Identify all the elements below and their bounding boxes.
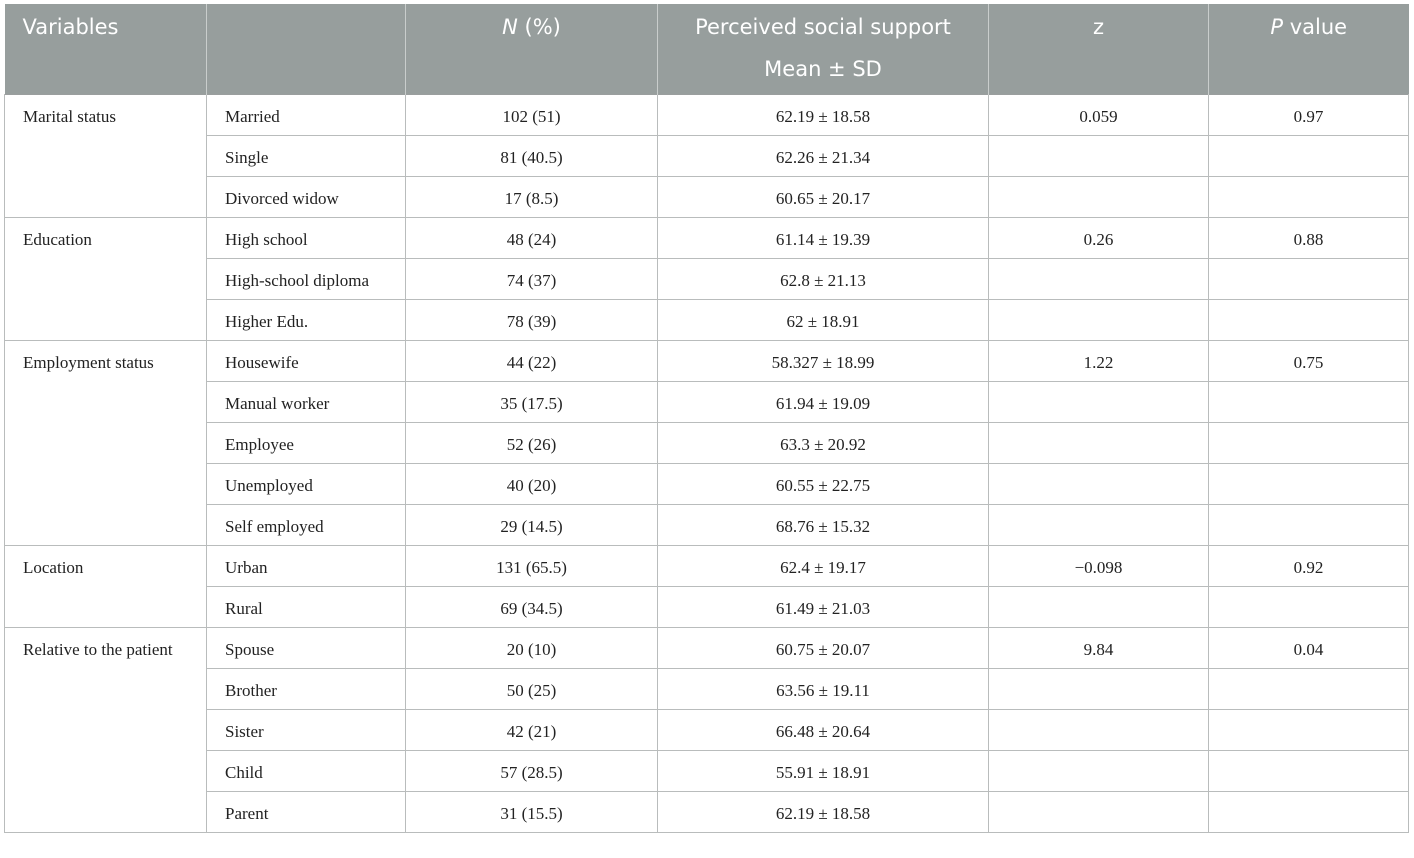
mean-sd-cell: 62.4 ± 19.17 bbox=[658, 546, 989, 587]
mean-sd-cell: 55.91 ± 18.91 bbox=[658, 751, 989, 792]
z-cell bbox=[989, 177, 1209, 218]
table-row bbox=[5, 710, 1409, 751]
variable-cell: Relative to the patient bbox=[5, 628, 207, 833]
n-percent-cell: 20 (10) bbox=[406, 628, 658, 669]
mean-sd-cell: 63.56 ± 19.11 bbox=[658, 669, 989, 710]
p-value-cell bbox=[1209, 505, 1409, 546]
category-cell: Urban bbox=[207, 546, 406, 587]
z-cell bbox=[989, 587, 1209, 628]
z-cell bbox=[989, 751, 1209, 792]
z-cell bbox=[989, 669, 1209, 710]
n-percent-cell: 52 (26) bbox=[406, 423, 658, 464]
mean-sd-cell: 60.55 ± 22.75 bbox=[658, 464, 989, 505]
n-percent-cell: 48 (24) bbox=[406, 218, 658, 259]
n-percent-cell: 50 (25) bbox=[406, 669, 658, 710]
p-value-cell bbox=[1209, 300, 1409, 341]
variable-cell: Employment status bbox=[5, 341, 207, 546]
z-cell bbox=[989, 792, 1209, 833]
header-n-suffix: (%) bbox=[517, 15, 561, 39]
n-percent-cell: 102 (51) bbox=[406, 95, 658, 136]
mean-sd-cell: 61.14 ± 19.39 bbox=[658, 218, 989, 259]
header-n-letter: N bbox=[502, 15, 518, 39]
p-value-cell bbox=[1209, 751, 1409, 792]
category-cell: Housewife bbox=[207, 341, 406, 382]
variable-cell: Location bbox=[5, 546, 207, 628]
mean-sd-cell: 62.8 ± 21.13 bbox=[658, 259, 989, 300]
table-row bbox=[5, 792, 1409, 833]
category-cell: Rural bbox=[207, 587, 406, 628]
category-cell: Employee bbox=[207, 423, 406, 464]
n-percent-cell: 131 (65.5) bbox=[406, 546, 658, 587]
p-value-cell: 0.92 bbox=[1209, 546, 1409, 587]
mean-sd-cell: 61.94 ± 19.09 bbox=[658, 382, 989, 423]
table-row bbox=[5, 341, 1409, 382]
category-cell: Higher Edu. bbox=[207, 300, 406, 341]
z-cell bbox=[989, 423, 1209, 464]
n-percent-cell: 31 (15.5) bbox=[406, 792, 658, 833]
category-cell: Spouse bbox=[207, 628, 406, 669]
header-p-suffix: value bbox=[1283, 15, 1348, 39]
table-body bbox=[5, 95, 1409, 833]
header-support-line2: Mean ± SD bbox=[764, 57, 882, 81]
mean-sd-cell: 62.19 ± 18.58 bbox=[658, 95, 989, 136]
mean-sd-cell: 60.65 ± 20.17 bbox=[658, 177, 989, 218]
data-table bbox=[4, 4, 1409, 833]
z-cell bbox=[989, 464, 1209, 505]
header-support-line1: Perceived social support bbox=[695, 15, 951, 39]
table-row bbox=[5, 382, 1409, 423]
p-value-cell: 0.04 bbox=[1209, 628, 1409, 669]
z-cell bbox=[989, 300, 1209, 341]
z-cell bbox=[989, 259, 1209, 300]
n-percent-cell: 57 (28.5) bbox=[406, 751, 658, 792]
table-row bbox=[5, 751, 1409, 792]
n-percent-cell: 69 (34.5) bbox=[406, 587, 658, 628]
mean-sd-cell: 66.48 ± 20.64 bbox=[658, 710, 989, 751]
table-row bbox=[5, 177, 1409, 218]
mean-sd-cell: 62 ± 18.91 bbox=[658, 300, 989, 341]
z-cell: 9.84 bbox=[989, 628, 1209, 669]
category-cell: Single bbox=[207, 136, 406, 177]
table-row bbox=[5, 259, 1409, 300]
n-percent-cell: 78 (39) bbox=[406, 300, 658, 341]
header-z: z bbox=[989, 4, 1209, 95]
mean-sd-cell: 68.76 ± 15.32 bbox=[658, 505, 989, 546]
category-cell: Parent bbox=[207, 792, 406, 833]
p-value-cell bbox=[1209, 464, 1409, 505]
table-header bbox=[5, 4, 1409, 95]
header-p-letter: P bbox=[1270, 15, 1284, 39]
table-row bbox=[5, 587, 1409, 628]
n-percent-cell: 35 (17.5) bbox=[406, 382, 658, 423]
mean-sd-cell: 60.75 ± 20.07 bbox=[658, 628, 989, 669]
n-percent-cell: 17 (8.5) bbox=[406, 177, 658, 218]
table-row bbox=[5, 669, 1409, 710]
p-value-cell bbox=[1209, 382, 1409, 423]
header-perceived-support bbox=[658, 4, 989, 95]
table-row bbox=[5, 546, 1409, 587]
header-n-percent bbox=[406, 4, 658, 95]
table-row bbox=[5, 505, 1409, 546]
p-value-cell bbox=[1209, 587, 1409, 628]
category-cell: Brother bbox=[207, 669, 406, 710]
n-percent-cell: 44 (22) bbox=[406, 341, 658, 382]
n-percent-cell: 29 (14.5) bbox=[406, 505, 658, 546]
p-value-cell: 0.97 bbox=[1209, 95, 1409, 136]
mean-sd-cell: 61.49 ± 21.03 bbox=[658, 587, 989, 628]
variable-cell: Marital status bbox=[5, 95, 207, 218]
n-percent-cell: 40 (20) bbox=[406, 464, 658, 505]
mean-sd-cell: 58.327 ± 18.99 bbox=[658, 341, 989, 382]
p-value-cell bbox=[1209, 136, 1409, 177]
header-p-value bbox=[1209, 4, 1409, 95]
mean-sd-cell: 63.3 ± 20.92 bbox=[658, 423, 989, 464]
n-percent-cell: 81 (40.5) bbox=[406, 136, 658, 177]
category-cell: Self employed bbox=[207, 505, 406, 546]
p-value-cell: 0.75 bbox=[1209, 341, 1409, 382]
p-value-cell bbox=[1209, 423, 1409, 464]
z-cell: 0.26 bbox=[989, 218, 1209, 259]
header-blank bbox=[207, 4, 406, 95]
p-value-cell bbox=[1209, 792, 1409, 833]
table-row bbox=[5, 628, 1409, 669]
mean-sd-cell: 62.26 ± 21.34 bbox=[658, 136, 989, 177]
category-cell: Sister bbox=[207, 710, 406, 751]
table-row bbox=[5, 136, 1409, 177]
z-cell bbox=[989, 382, 1209, 423]
category-cell: Unemployed bbox=[207, 464, 406, 505]
z-cell bbox=[989, 505, 1209, 546]
mean-sd-cell: 62.19 ± 18.58 bbox=[658, 792, 989, 833]
variable-cell: Education bbox=[5, 218, 207, 341]
p-value-cell bbox=[1209, 669, 1409, 710]
table-row bbox=[5, 300, 1409, 341]
category-cell: High school bbox=[207, 218, 406, 259]
n-percent-cell: 74 (37) bbox=[406, 259, 658, 300]
table-row bbox=[5, 95, 1409, 136]
header-variables: Variables bbox=[5, 4, 207, 95]
p-value-cell bbox=[1209, 710, 1409, 751]
z-cell: −0.098 bbox=[989, 546, 1209, 587]
z-cell: 1.22 bbox=[989, 341, 1209, 382]
header-row bbox=[5, 4, 1409, 95]
p-value-cell bbox=[1209, 259, 1409, 300]
category-cell: Divorced widow bbox=[207, 177, 406, 218]
category-cell: Married bbox=[207, 95, 406, 136]
table-row bbox=[5, 423, 1409, 464]
p-value-cell: 0.88 bbox=[1209, 218, 1409, 259]
category-cell: High-school diploma bbox=[207, 259, 406, 300]
n-percent-cell: 42 (21) bbox=[406, 710, 658, 751]
category-cell: Child bbox=[207, 751, 406, 792]
z-cell bbox=[989, 136, 1209, 177]
z-cell: 0.059 bbox=[989, 95, 1209, 136]
z-cell bbox=[989, 710, 1209, 751]
table-row bbox=[5, 464, 1409, 505]
p-value-cell bbox=[1209, 177, 1409, 218]
category-cell: Manual worker bbox=[207, 382, 406, 423]
table-row bbox=[5, 218, 1409, 259]
